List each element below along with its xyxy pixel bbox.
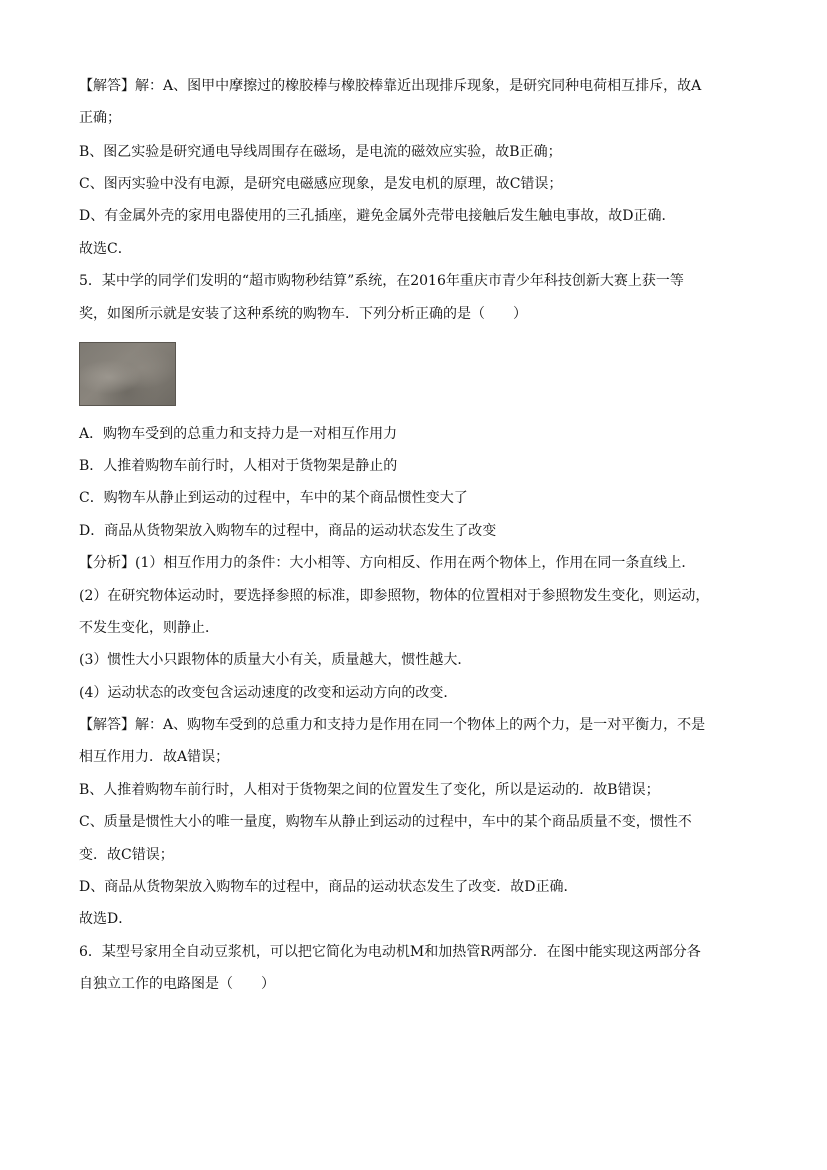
q5-analysis: 【分析】(1）相互作用力的条件：大小相等、方向相反、作用在两个物体上，作用在同一条直线上． (79, 555, 696, 571)
q5-option-a: A．购物车受到的总重力和支持力是一对相互作用力 (79, 426, 398, 442)
q5-answer: 故选D． (79, 911, 133, 927)
q5-option-d: D．商品从货物架放入购物车的过程中，商品的运动状态发生了改变 (79, 523, 497, 539)
q4-answer-line: 正确； (79, 110, 121, 126)
q5-analysis: 不发生变化，则静止． (79, 620, 219, 636)
q5-option-c: C．购物车从静止到运动的过程中，车中的某个商品惯性变大了 (79, 490, 468, 506)
q5-answer: D、商品从货物架放入购物车的过程中，商品的运动状态发生了改变．故D正确． (79, 879, 578, 895)
q5-answer: 【解答】解：A、购物车受到的总重力和支持力是作用在同一个物体上的两个力，是一对平衡力，不是 (79, 717, 706, 733)
q6-stem: 6．某型号家用全自动豆浆机，可以把它简化为电动机M和加热管R两部分．在图中能实现这两部分各 (79, 944, 701, 960)
q5-answer: 相互作用力．故A错误； (79, 749, 230, 765)
q5-answer: C、质量是惯性大小的唯一量度，购物车从静止到运动的过程中，车中的某个商品质量不变，惯性不 (79, 814, 692, 830)
q5-stem: 奖，如图所示就是安装了这种系统的购物车．下列分析正确的是（ ） (79, 306, 527, 322)
q4-answer-line: 【解答】解：A、图甲中摩擦过的橡胶棒与橡胶棒靠近出现排斥现象，是研究同种电荷相互排斥，故A (79, 78, 702, 94)
q4-answer-line: B、图乙实验是研究通电导线周围存在磁场，是电流的磁效应实验，故B正确； (79, 144, 562, 160)
q5-analysis: (2）在研究物体运动时，要选择参照的标准，即参照物，物体的位置相对于参照物发生变化，则运动， (79, 588, 710, 604)
q5-stem: 5．某中学的同学们发明的“超市购物秒结算”系统，在2016年重庆市青少年科技创新大赛上获一等 (79, 273, 684, 289)
shopping-cart-photo (79, 342, 176, 406)
q4-answer-line: D、有金属外壳的家用电器使用的三孔插座，避免金属外壳带电接触后发生触电事故，故D正确． (79, 208, 676, 224)
q4-answer-line: 故选C． (79, 241, 132, 257)
q5-analysis: (3）惯性大小只跟物体的质量大小有关，质量越大，惯性越大． (79, 652, 472, 668)
q5-answer: B、人推着购物车前行时，人相对于货物架之间的位置发生了变化，所以是运动的．故B错误； (79, 782, 660, 798)
q5-analysis: (4）运动状态的改变包含运动速度的改变和运动方向的改变． (79, 685, 458, 701)
q5-option-b: B．人推着购物车前行时，人相对于货物架是静止的 (79, 458, 398, 474)
q6-stem: 自独立工作的电路图是（ ） (79, 976, 275, 992)
q4-answer-line: C、图丙实验中没有电源，是研究电磁感应现象，是发电机的原理，故C错误； (79, 176, 563, 192)
q5-answer: 变．故C错误； (79, 847, 174, 863)
